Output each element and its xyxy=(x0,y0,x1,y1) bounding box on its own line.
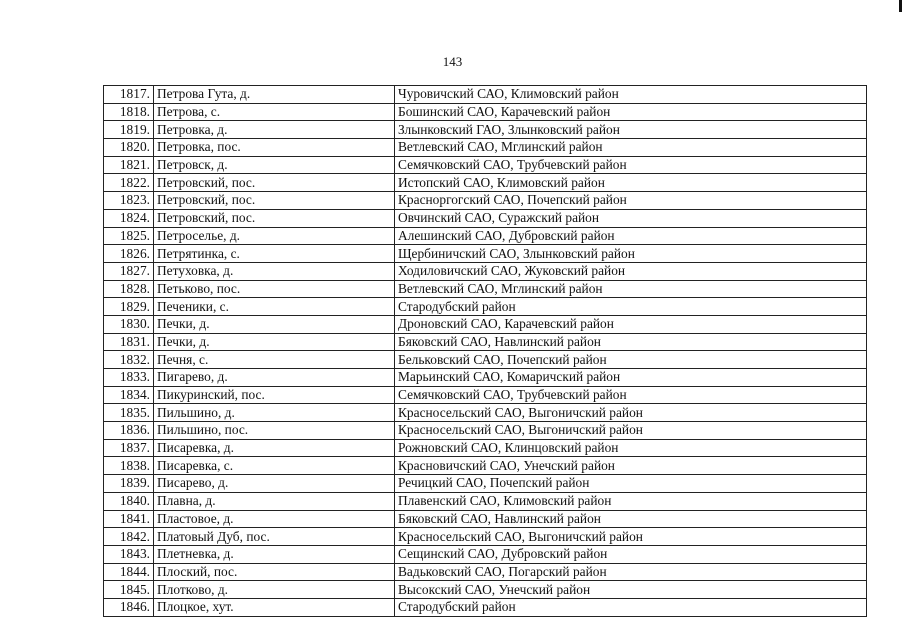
row-number: 1837. xyxy=(104,439,154,457)
row-number: 1843. xyxy=(104,545,154,563)
settlement-name: Петрятинка, с. xyxy=(154,245,395,263)
table-row xyxy=(104,298,867,316)
row-number: 1830. xyxy=(104,315,154,333)
table-row xyxy=(104,404,867,422)
district-name: Красносельский САО, Выгоничский район xyxy=(395,528,867,546)
row-number: 1817. xyxy=(104,86,154,104)
row-number: 1840. xyxy=(104,492,154,510)
row-number: 1827. xyxy=(104,262,154,280)
settlement-name: Пикуринский, пос. xyxy=(154,386,395,404)
table-row xyxy=(104,315,867,333)
table-row xyxy=(104,174,867,192)
settlement-name: Петуховка, д. xyxy=(154,262,395,280)
district-name: Дроновский САО, Карачевский район xyxy=(395,315,867,333)
table-row xyxy=(104,492,867,510)
settlement-name: Петрова Гута, д. xyxy=(154,86,395,104)
settlement-name: Пластовое, д. xyxy=(154,510,395,528)
settlement-name: Петровка, пос. xyxy=(154,139,395,157)
district-name: Бошинский САО, Карачевский район xyxy=(395,103,867,121)
settlement-name: Петроселье, д. xyxy=(154,227,395,245)
settlement-name: Петровский, пос. xyxy=(154,174,395,192)
settlement-name: Пигарево, д. xyxy=(154,369,395,387)
table-row xyxy=(104,598,867,616)
row-number: 1846. xyxy=(104,598,154,616)
table-row xyxy=(104,457,867,475)
settlement-name: Печки, д. xyxy=(154,315,395,333)
settlement-name: Печки, д. xyxy=(154,333,395,351)
district-name: Красносельский САО, Выгоничский район xyxy=(395,404,867,422)
settlement-name: Петровский, пос. xyxy=(154,192,395,210)
settlement-name: Петьково, пос. xyxy=(154,280,395,298)
district-name: Красносельский САО, Выгоничский район xyxy=(395,422,867,440)
settlement-name: Писаревка, с. xyxy=(154,457,395,475)
row-number: 1829. xyxy=(104,298,154,316)
settlement-name: Плоцкое, хут. xyxy=(154,598,395,616)
settlement-name: Петровка, д. xyxy=(154,121,395,139)
district-name: Вадьковский САО, Погарский район xyxy=(395,563,867,581)
row-number: 1822. xyxy=(104,174,154,192)
settlement-name: Печня, с. xyxy=(154,351,395,369)
district-name: Семячковский САО, Трубчевский район xyxy=(395,156,867,174)
district-name: Сещинский САО, Дубровский район xyxy=(395,545,867,563)
table-row xyxy=(104,545,867,563)
table-row xyxy=(104,280,867,298)
table-row xyxy=(104,121,867,139)
district-name: Красноргогский САО, Почепский район xyxy=(395,192,867,210)
row-number: 1834. xyxy=(104,386,154,404)
table-row xyxy=(104,351,867,369)
scan-edge-mark xyxy=(899,0,902,12)
row-number: 1845. xyxy=(104,581,154,599)
district-name: Ветлевский САО, Мглинский район xyxy=(395,139,867,157)
table-row xyxy=(104,422,867,440)
settlement-name: Платовый Дуб, пос. xyxy=(154,528,395,546)
table-row xyxy=(104,475,867,493)
district-name: Чуровичский САО, Климовский район xyxy=(395,86,867,104)
row-number: 1823. xyxy=(104,192,154,210)
row-number: 1824. xyxy=(104,209,154,227)
row-number: 1831. xyxy=(104,333,154,351)
table-row xyxy=(104,86,867,104)
table-row xyxy=(104,192,867,210)
district-name: Красновичский САО, Унечский район xyxy=(395,457,867,475)
district-name: Рожновский САО, Клинцовский район xyxy=(395,439,867,457)
settlement-name: Петрова, с. xyxy=(154,103,395,121)
table-row xyxy=(104,103,867,121)
district-name: Истопский САО, Климовский район xyxy=(395,174,867,192)
table-row xyxy=(104,563,867,581)
district-name: Стародубский район xyxy=(395,598,867,616)
settlement-name: Плоский, пос. xyxy=(154,563,395,581)
row-number: 1838. xyxy=(104,457,154,475)
district-name: Алешинский САО, Дубровский район xyxy=(395,227,867,245)
settlements-table xyxy=(103,85,867,617)
table-row xyxy=(104,581,867,599)
settlement-name: Пильшино, пос. xyxy=(154,422,395,440)
row-number: 1825. xyxy=(104,227,154,245)
row-number: 1842. xyxy=(104,528,154,546)
row-number: 1835. xyxy=(104,404,154,422)
table-row xyxy=(104,209,867,227)
row-number: 1833. xyxy=(104,369,154,387)
row-number: 1841. xyxy=(104,510,154,528)
settlement-name: Печеники, с. xyxy=(154,298,395,316)
district-name: Бельковский САО, Почепский район xyxy=(395,351,867,369)
row-number: 1818. xyxy=(104,103,154,121)
district-name: Бяковский САО, Навлинский район xyxy=(395,333,867,351)
row-number: 1839. xyxy=(104,475,154,493)
row-number: 1820. xyxy=(104,139,154,157)
district-name: Речицкий САО, Почепский район xyxy=(395,475,867,493)
row-number: 1819. xyxy=(104,121,154,139)
table-row xyxy=(104,139,867,157)
district-name: Щербиничский САО, Злынковский район xyxy=(395,245,867,263)
row-number: 1832. xyxy=(104,351,154,369)
row-number: 1844. xyxy=(104,563,154,581)
table-row xyxy=(104,510,867,528)
settlement-name: Писарево, д. xyxy=(154,475,395,493)
settlement-name: Плавна, д. xyxy=(154,492,395,510)
row-number: 1826. xyxy=(104,245,154,263)
settlement-name: Пильшино, д. xyxy=(154,404,395,422)
table-row xyxy=(104,369,867,387)
table-row xyxy=(104,528,867,546)
page-number: 143 xyxy=(442,54,463,69)
settlement-name: Петровский, пос. xyxy=(154,209,395,227)
district-name: Ходиловичский САО, Жуковский район xyxy=(395,262,867,280)
table-row xyxy=(104,439,867,457)
table-row xyxy=(104,262,867,280)
district-name: Бяковский САО, Навлинский район xyxy=(395,510,867,528)
row-number: 1828. xyxy=(104,280,154,298)
district-name: Высокский САО, Унечский район xyxy=(395,581,867,599)
row-number: 1821. xyxy=(104,156,154,174)
district-name: Злынковский ГАО, Злынковский район xyxy=(395,121,867,139)
district-name: Семячковский САО, Трубчевский район xyxy=(395,386,867,404)
table-row xyxy=(104,386,867,404)
district-name: Плавенский САО, Климовский район xyxy=(395,492,867,510)
table-row xyxy=(104,333,867,351)
district-name: Ветлевский САО, Мглинский район xyxy=(395,280,867,298)
district-name: Стародубский район xyxy=(395,298,867,316)
row-number: 1836. xyxy=(104,422,154,440)
table-row xyxy=(104,227,867,245)
settlement-name: Петровск, д. xyxy=(154,156,395,174)
table-row xyxy=(104,245,867,263)
district-name: Овчинский САО, Суражский район xyxy=(395,209,867,227)
settlements-table-body xyxy=(104,86,867,617)
settlement-name: Плетневка, д. xyxy=(154,545,395,563)
district-name: Марьинский САО, Комаричский район xyxy=(395,369,867,387)
table-row xyxy=(104,156,867,174)
settlement-name: Писаревка, д. xyxy=(154,439,395,457)
settlement-name: Плотково, д. xyxy=(154,581,395,599)
